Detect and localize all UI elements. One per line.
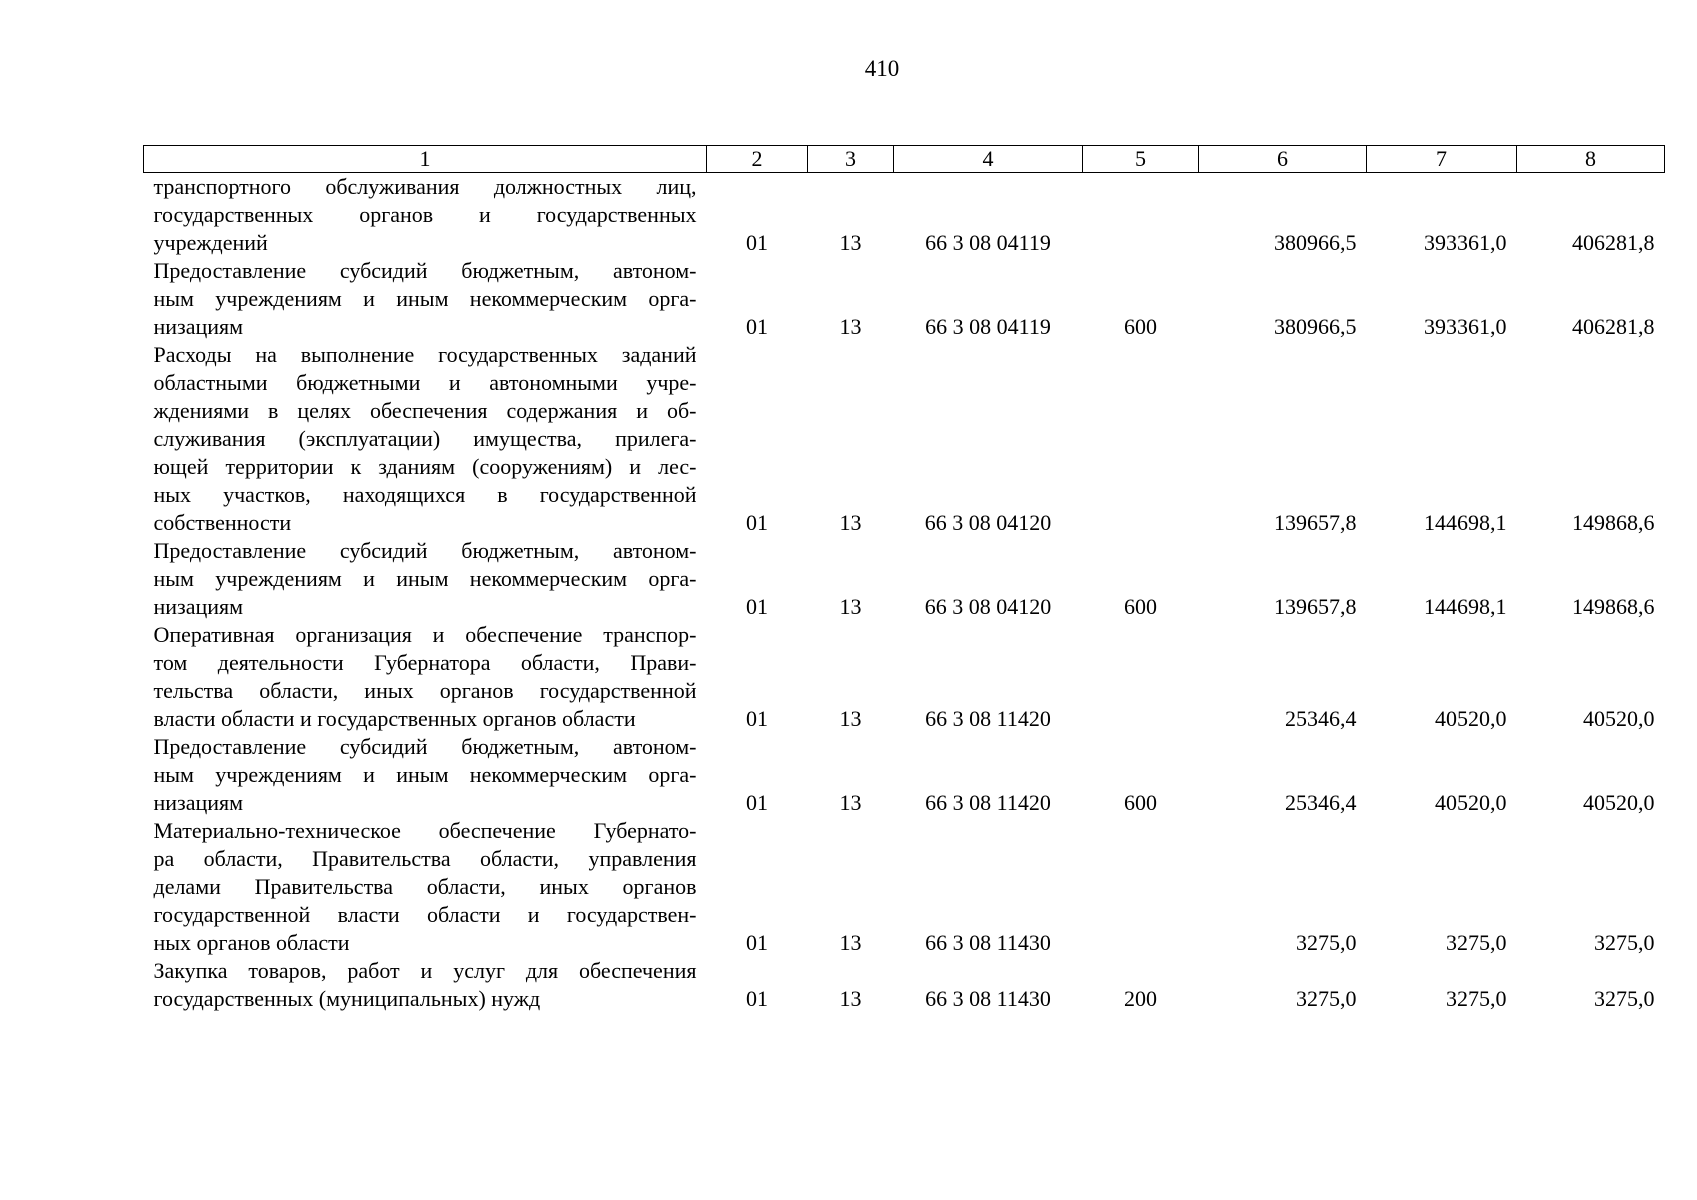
row-description [144,957,707,1013]
table-row [144,733,1665,817]
description-line: Предоставление субсидий бюджетным, автоном- [153,258,697,283]
subsection-code: 13 [839,790,862,815]
row-description [144,173,707,258]
description-line: собственности [153,510,292,535]
amount-year-1: 25346,4 [1285,706,1357,731]
description-line: ных органов области [153,930,350,955]
table-row [144,173,1665,258]
amount-year-1: 380966,5 [1274,314,1357,339]
table-body [144,173,1665,1014]
amount-year-1: 139657,8 [1274,510,1357,535]
row-description [144,733,707,817]
description-line: государственной власти области и государствен- [153,902,697,927]
description-line: делами Правительства области, иных органов [153,874,697,899]
amount-year-3: 149868,6 [1572,594,1655,619]
expense-type-code [1083,341,1199,537]
target-article-code: 66 3 08 11420 [925,706,1051,731]
row-description [144,817,707,957]
subsection-code: 13 [839,314,862,339]
expense-type-code: 600 [1124,594,1157,619]
description-line: Оперативная организация и обеспечение транспор- [153,622,697,647]
amount-year-3: 406281,8 [1572,314,1655,339]
description-line: том деятельности Губернатора области, Прави- [153,650,697,675]
row-description [144,257,707,341]
page-number: 410 [864,56,900,81]
amount-year-3: 40520,0 [1583,790,1655,815]
description-line: власти области и государственных органов области [153,706,636,731]
target-article-code: 66 3 08 11420 [925,790,1051,815]
subsection-code: 13 [839,706,862,731]
amount-year-1: 3275,0 [1296,930,1357,955]
amount-year-2: 393361,0 [1424,314,1507,339]
description-line: Расходы на выполнение государственных заданий [153,342,697,367]
amount-year-2: 3275,0 [1446,930,1507,955]
subsection-code: 13 [839,510,862,535]
section-code: 01 [746,594,768,619]
description-line: низациям [153,314,244,339]
description-line: ждениями в целях обеспечения содержания и об- [153,398,697,423]
column-header-2: 2 [707,146,808,173]
description-line: ным учреждениям и иным некоммерческим орга- [153,286,697,311]
amount-year-2: 393361,0 [1424,230,1507,255]
target-article-code: 66 3 08 04119 [925,230,1051,255]
expense-type-code: 600 [1124,314,1157,339]
budget-table [143,145,1665,1013]
subsection-code: 13 [839,930,862,955]
expense-type-code [1083,817,1199,957]
description-line: ным учреждениям и иным некоммерческим орга- [153,762,697,787]
subsection-code: 13 [839,230,862,255]
section-code: 01 [746,930,768,955]
expense-type-code [1083,173,1199,258]
amount-year-3: 406281,8 [1572,230,1655,255]
row-description [144,537,707,621]
column-header-4: 4 [894,146,1083,173]
description-line: низациям [153,790,244,815]
description-line: ра области, Правительства области, управления [153,846,697,871]
header-row [144,146,1665,173]
amount-year-3: 40520,0 [1583,706,1655,731]
row-description [144,341,707,537]
target-article-code: 66 3 08 11430 [925,986,1051,1011]
target-article-code: 66 3 08 04120 [924,510,1052,535]
amount-year-3: 149868,6 [1572,510,1655,535]
table-row [144,537,1665,621]
target-article-code: 66 3 08 11430 [925,930,1051,955]
description-line: ным учреждениям и иным некоммерческим орга- [153,566,697,591]
target-article-code: 66 3 08 04119 [925,314,1051,339]
description-line: ных участков, находящихся в государственной [153,482,697,507]
subsection-code: 13 [839,986,862,1011]
amount-year-2: 40520,0 [1435,790,1507,815]
description-line: служивания (эксплуатации) имущества, прилега- [153,426,697,451]
amount-year-3: 3275,0 [1594,930,1655,955]
table-row [144,817,1665,957]
table-row [144,257,1665,341]
description-line: транспортного обслуживания должностных лиц, [153,174,697,199]
row-description [144,621,707,733]
description-line: низациям [153,594,244,619]
amount-year-3: 3275,0 [1594,986,1655,1011]
column-header-1: 1 [144,146,707,173]
table-row [144,341,1665,537]
amount-year-1: 25346,4 [1285,790,1357,815]
section-code: 01 [746,790,768,815]
expense-type-code: 200 [1124,986,1157,1011]
description-line: Материально-техническое обеспечение Губернато- [153,818,697,843]
description-line: Предоставление субсидий бюджетным, автоном- [153,734,697,759]
description-line: Предоставление субсидий бюджетным, автоном- [153,538,697,563]
amount-year-1: 139657,8 [1274,594,1357,619]
description-line: государственных (муниципальных) нужд [153,986,541,1011]
description-line: ющей территории к зданиям (сооружениям) и лес- [153,454,697,479]
description-line: государственных органов и государственных [153,202,697,227]
section-code: 01 [746,230,768,255]
target-article-code: 66 3 08 04120 [924,594,1052,619]
amount-year-2: 3275,0 [1446,986,1507,1011]
amount-year-2: 144698,1 [1424,510,1507,535]
description-line: областными бюджетными и автономными учре- [153,370,697,395]
section-code: 01 [746,986,768,1011]
amount-year-2: 144698,1 [1424,594,1507,619]
column-header-7: 7 [1367,146,1517,173]
expense-type-code: 600 [1124,790,1157,815]
column-header-8: 8 [1517,146,1665,173]
column-header-6: 6 [1199,146,1367,173]
section-code: 01 [746,314,768,339]
table-row [144,957,1665,1013]
amount-year-1: 3275,0 [1296,986,1357,1011]
description-line: тельства области, иных органов государственной [153,678,697,703]
description-line: учреждений [153,230,268,255]
column-header-3: 3 [808,146,894,173]
table-row [144,621,1665,733]
column-header-5: 5 [1083,146,1199,173]
expense-type-code [1083,621,1199,733]
amount-year-2: 40520,0 [1435,706,1507,731]
description-line: Закупка товаров, работ и услуг для обеспечения [153,958,697,983]
amount-year-1: 380966,5 [1274,230,1357,255]
subsection-code: 13 [839,594,862,619]
section-code: 01 [746,706,768,731]
section-code: 01 [746,510,768,535]
